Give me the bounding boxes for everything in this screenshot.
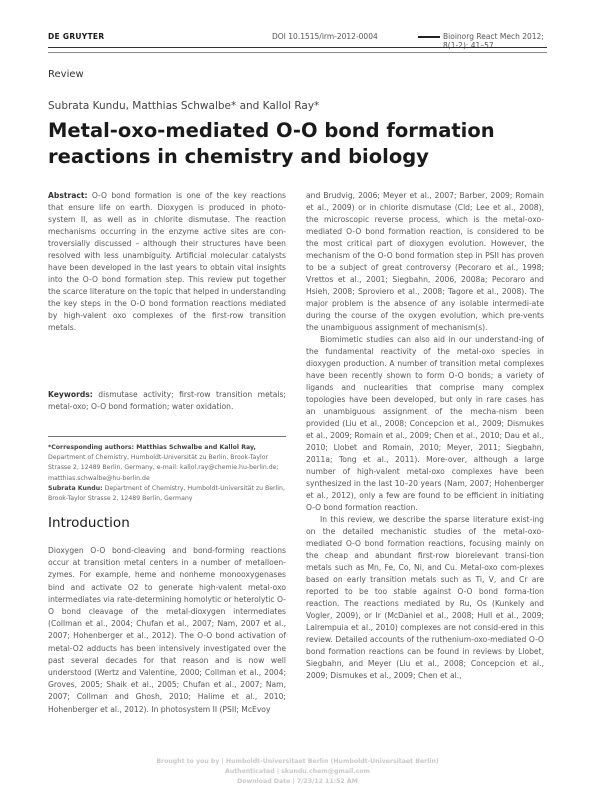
author-address-head: Subrata Kundu: — [48, 484, 103, 492]
right-column — [306, 190, 544, 750]
left-column — [48, 190, 286, 413]
doi-text: DOI 10.1515/irm-2012-0004 — [272, 32, 378, 41]
header-rule-thin — [48, 52, 547, 53]
keywords-label: Keywords: — [48, 390, 93, 399]
publisher-name: DE GRUYTER — [48, 32, 105, 41]
right-paragraph-3: In this review, we describe the sparse literature exist-ing on the detailed mechanistic studies of the metal-oxo-mediated O-O bond formation reactions, focusing mainly on the cheap and abundant first-row biorelevant transi-tion metals such as Mn, Fe, Co, Ni, and Cu. Metal-oxo com-plexes based on early transition metals such as Ti, V, and Cr are reported to be too stable against O-O bond forma-tion reaction. The reactions mediated by Ru, Os (Kunkely and Vogler, 2009), or Ir (McDaniel et al., 2008; Hull et al., 2009; Lalrempuia et al., 2010) complexes are not consid-ered in this review. Detailed accounts of the ruthenium-oxo-mediated O-O bond formation reactions can be found in reviews by Llobet, Siegbahn, and Meyer (Liu et al., 2008; Concepcion et al., 2009; Dismukes et al., 2009; Chen et al., — [306, 515, 544, 680]
download-footer — [0, 757, 595, 787]
author-address-text: Department of Chemistry, Humboldt-Universität zu Berlin, Brook-Taylor Strasse 2, 12489 Berlin, Germany — [48, 484, 285, 503]
footer-line-2: Authenticated | skundu.chem@gmail.com — [225, 768, 370, 775]
author-list: Subrata Kundu, Matthias Schwalbe* and Kallol Ray* — [48, 100, 320, 112]
article-title: Metal-oxo-mediated O-O bond formation reactions in chemistry and biology — [48, 119, 495, 168]
corresponding-authors-address: Department of Chemistry, Humboldt-Universität zu Berlin, Brook-Taylor Strasse 2, 12489 Berlin, Germany, e-mail: kallol.ray@chemie.hu-berlin.de; matthias.schwalbe@hu-berlin.de — [48, 454, 279, 482]
corresponding-authors-head: *Corresponding authors: Matthias Schwalbe and Kallol Ray, — [48, 444, 256, 451]
journal-citation: Bioinorg React Mech 2012; 8(1-2): 41–57 — [443, 32, 544, 50]
abstract — [48, 190, 286, 382]
right-paragraph-2: Biomimetic studies can also aid in our understand-ing of the fundamental reactivity of the metal-oxo species in dioxygen production. A number of transition metal complexes have been recently shown to form O-O bonds; a variety of ligands and nuclearities that comprise many complex topologies have been developed, but only in rare cases has an unambiguous assignment of the mecha-nism been provided (Liu et al., 2008; Concepcion et al., 2009; Dismukes et al., 2009; Romain et al., 2009; Chen et al., 2010; Dau et al., 2010; Llobet and Romain, 2010; Meyer, 2011; Siegbahn, 2011a; Tong et al., 2011). More-over, although a large number of high-valent metal-oxo complexes have been synthesized in the last 10–20 years (Nam, 2007; Hohenberger et al., 2012), only a few are found to be efficient in initiating O-O bond formation reaction. — [306, 335, 544, 512]
keywords-text: dismutase activity; first-row transition metals; metal-oxo; O-O bond formation; water oxidation. — [48, 390, 286, 411]
header-rule — [48, 47, 547, 48]
section-label: Review — [48, 69, 84, 80]
introduction-text: Dioxygen O-O bond-cleaving and bond-forming reactions occur at transition metal centers in a number of metalloen-zymes. For example, heme and nonheme monooxygenases bind and activate O2 to generate high-valent metal-oxo intermediates via rate-determining homolytic or heterolytic O-O bond cleavage of the metal-dioxygen intermediates (Collman et al., 2004; Chufan et al., 2007; Nam, 2007 et al., 2007; Hohenberger et al., 2012). The O-O bond activation of metal-O2 adducts has been intensively investigated over the past several decades for that reason and is now well understood (Wertz and Valentine, 2000; Collman et al., 2004; Groves, 2005; Shaik et al., 2005; Chufan et al., 2007; Nam, 2007; Collman and Ghosh, 2010; Halime et al., 2010; Hohenberger et al., 2012). In photosystem II (PSII; McEvoy — [48, 546, 286, 714]
footer-line-1: Brought to you by | Humboldt-Universitaet Berlin (Humboldt-Universitaet Berlin) — [156, 758, 439, 765]
keywords — [48, 389, 286, 413]
footer-line-3: Download Date | 7/23/12 11:52 AM — [237, 778, 358, 785]
header-dash — [418, 36, 440, 38]
introduction-heading: Introduction — [48, 515, 130, 531]
running-header — [48, 32, 547, 50]
correspondence-note — [48, 436, 286, 504]
right-paragraph-1: and Brudvig, 2006; Meyer et al., 2007; Barber, 2009; Romain et al., 2009) or in chlorite dismutase (Cld; Lee et al., 2008), the microscopic reverse process, which is the metal-oxo-mediated O-O bond formation reaction, is considered to be the most critical part of dioxygen evolution. However, the mechanism of the O-O bond formation step in PSII has proven to be a subject of great controversy (Pecoraro et al., 1998; Vrettos et al., 2001; Siegbahn, 2006, 2008a; Pecoraro and Hsieh, 2008; Sproviero et al., 2008; Tagore et al., 2008). The major problem is the absence of any isolable intermedi-ate during the course of the oxygen evolution, which pre-vents the unambiguous assignment of mechanism(s). — [306, 191, 544, 332]
abstract-text: O-O bond formation is one of the key reactions that ensure life on earth. Dioxygen is produced in photo-system II, as well as in chlorite dismutase. The reaction mechanisms occurring in the enzyme active sites are con-troversially discussed – although their structures have been resolved with less unambiguity. Artificial molecular catalysts have been developed in the last years to obtain vital insights into the O-O bond formation step. This review put together the scarce literature on the topic that helped in understanding the key steps in the O-O bond formation reactions mediated by high-valent oxo complexes of the first-row transition metals. — [48, 191, 286, 332]
abstract-label: Abstract: — [48, 191, 88, 200]
